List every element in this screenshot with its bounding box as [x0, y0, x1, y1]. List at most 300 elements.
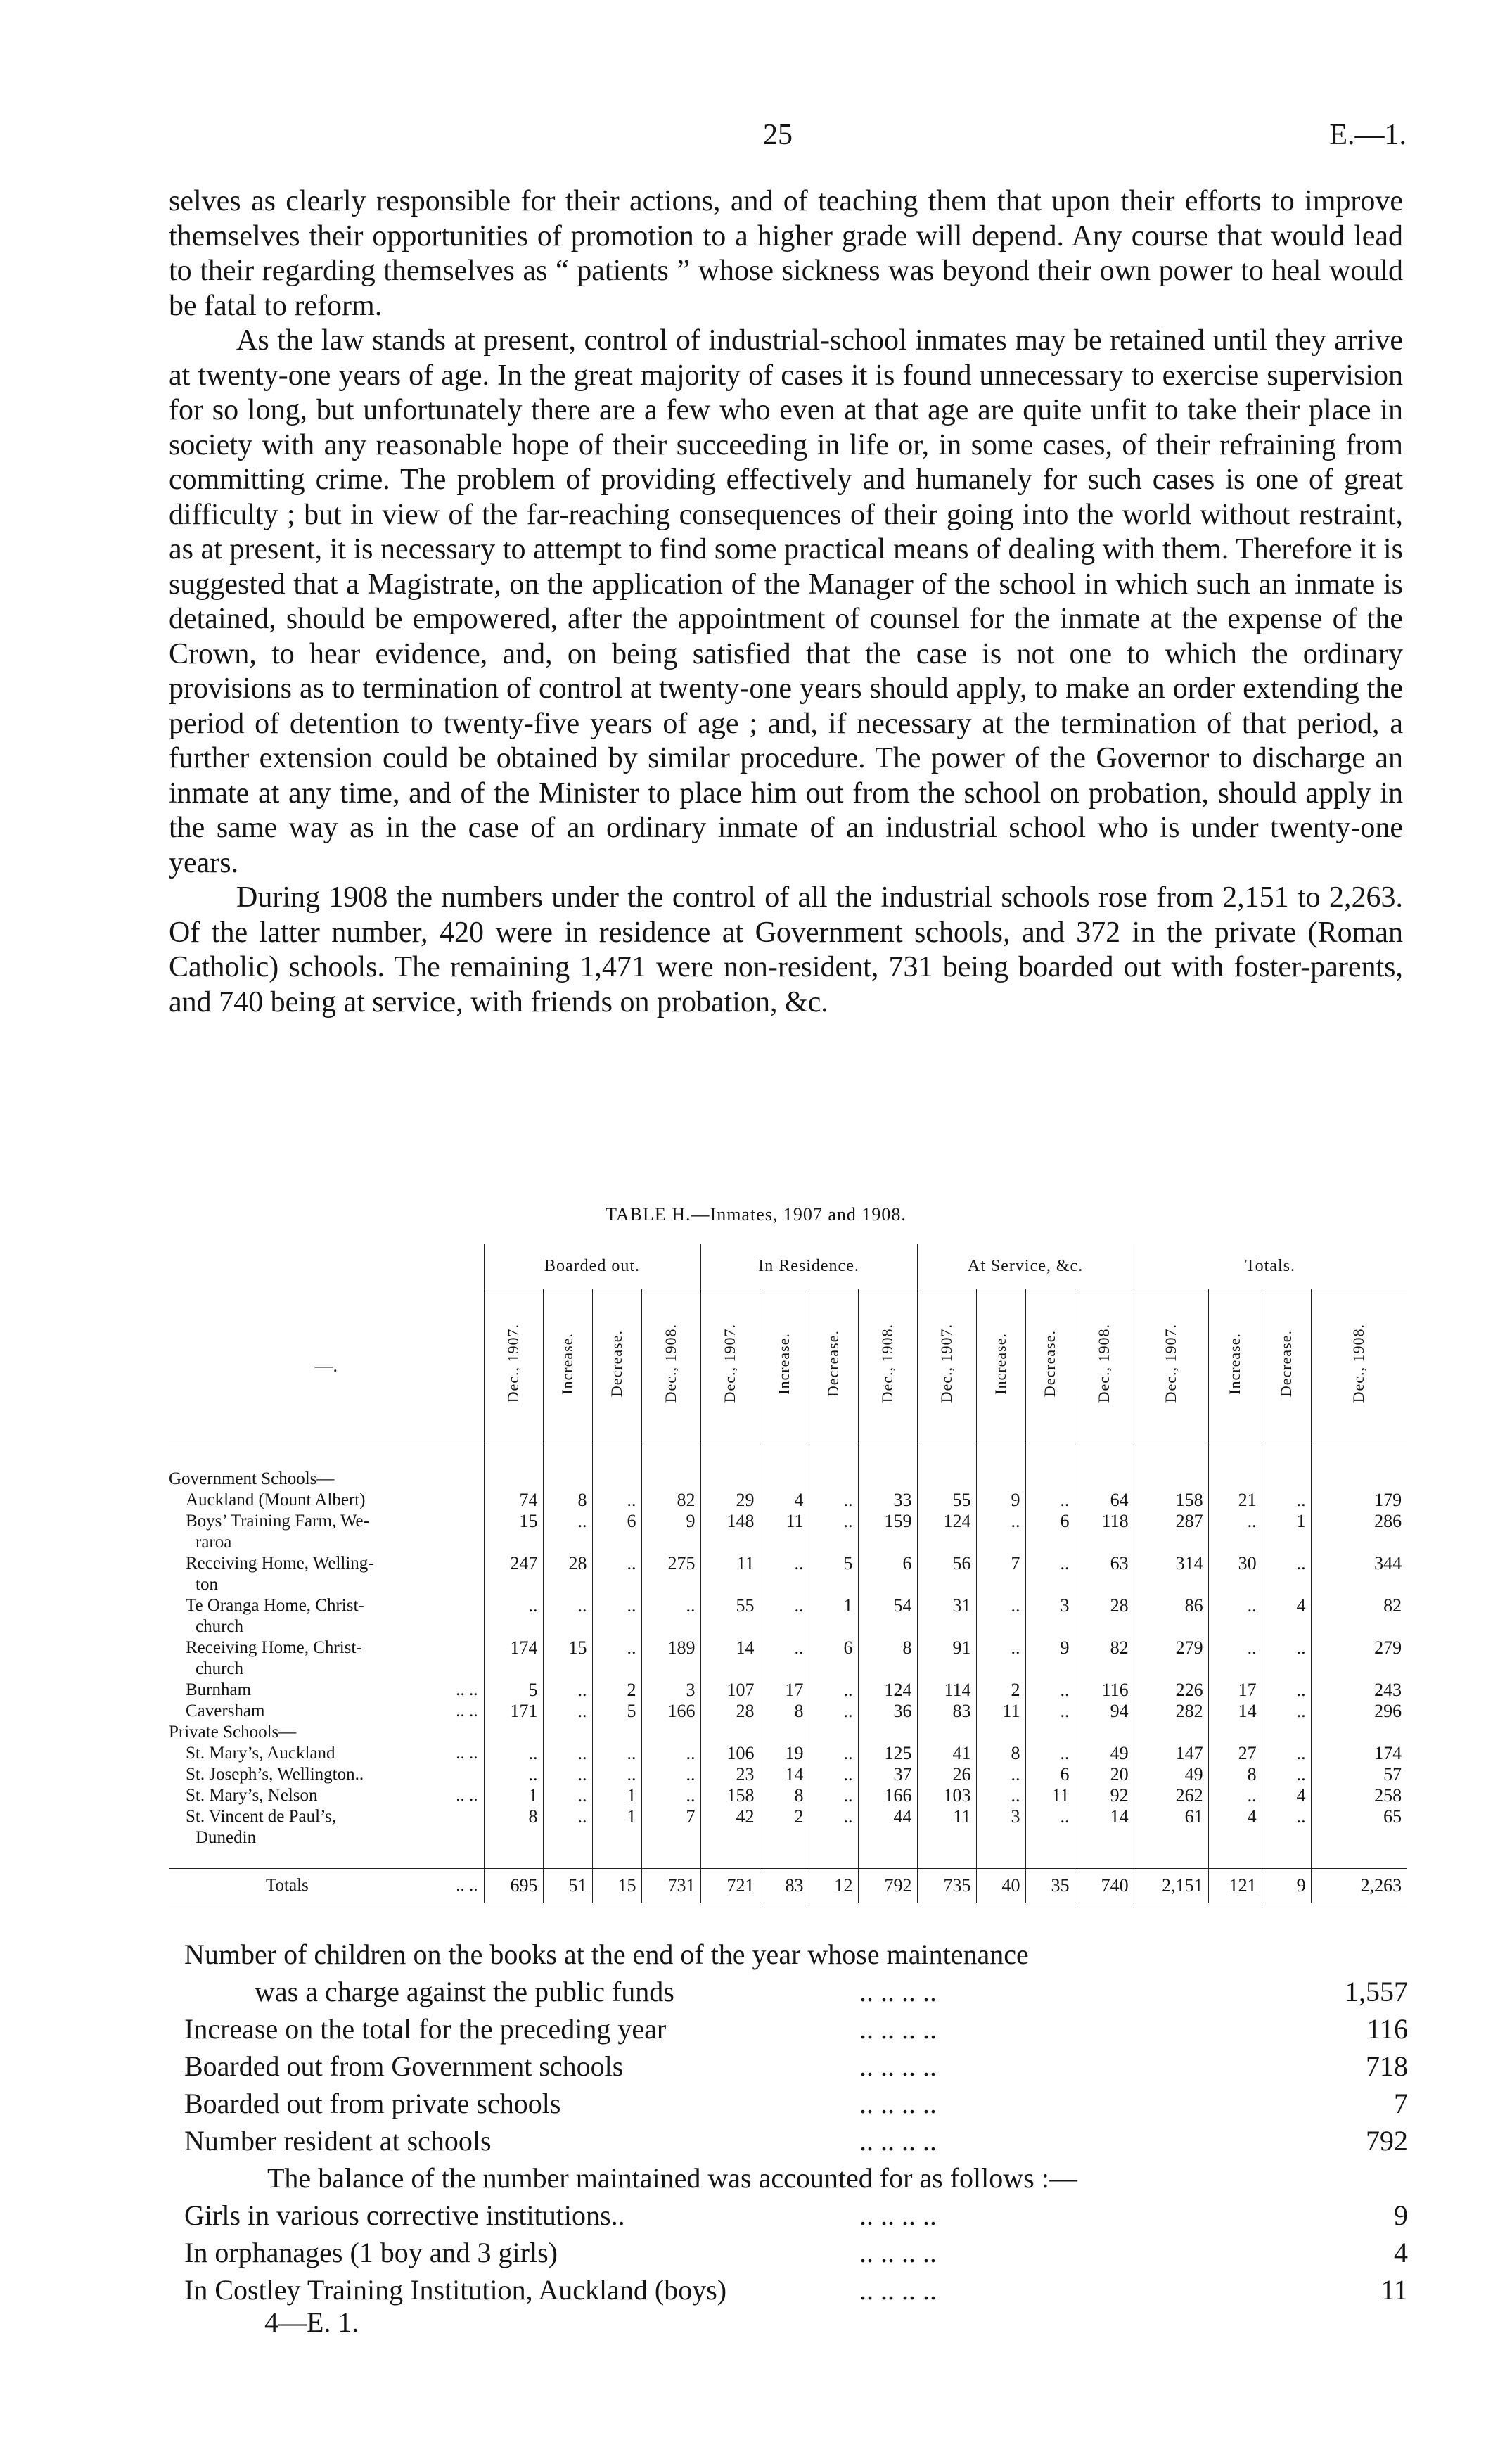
row-label-line: St. Mary’s, Nelson [186, 1786, 318, 1805]
summary-line [184, 2085, 1408, 2122]
table-cell: 158 [1134, 1490, 1208, 1511]
table-cell: 6 [1025, 1511, 1075, 1553]
empty-cell [543, 1722, 592, 1743]
table-cell: .. [543, 1785, 592, 1806]
leader-dots: .. .. .. .. [859, 2013, 937, 2045]
table-cell: .. [592, 1637, 641, 1680]
paragraph-continuation: selves as clearly responsible for their actions, and of teaching them that upon their efforts to improve themselves their opportunities of promotion to a higher grade will depend. Any course that would lead to their regarding themselves as “ patients ” whose sickness was beyond their own power to heal would be fatal to reform. [169, 185, 1403, 322]
section-private-label: Private Schools— [169, 1723, 297, 1742]
totals-cell: 83 [760, 1869, 809, 1903]
table-cell: 286 [1311, 1511, 1407, 1553]
table-cell: 166 [641, 1701, 700, 1722]
table-cell: 42 [700, 1806, 760, 1848]
table-cell: 49 [1134, 1764, 1208, 1785]
table-cell: 41 [917, 1743, 976, 1764]
leader-dots: .. .. .. .. [859, 2237, 937, 2268]
empty-cell [641, 1443, 700, 1469]
table-cell: .. [809, 1785, 858, 1806]
table-cell: .. [484, 1595, 543, 1637]
sub-header-totals-4 [1311, 1289, 1407, 1443]
table-cell: 20 [1075, 1764, 1134, 1785]
table-cell: .. [809, 1511, 858, 1553]
empty-cell [917, 1722, 976, 1743]
empty-cell [484, 1469, 543, 1490]
summary-list [184, 1936, 1408, 2308]
table-cell: 11 [917, 1806, 976, 1848]
summary-value: 9 [1394, 2199, 1408, 2231]
table-cell: .. [543, 1743, 592, 1764]
empty-cell [917, 1848, 976, 1869]
row-label [169, 1490, 484, 1511]
table-cell: 6 [592, 1511, 641, 1553]
table-cell: .. [976, 1511, 1025, 1553]
row-label [169, 1553, 484, 1595]
table-cell: 171 [484, 1701, 543, 1722]
table-cell: 3 [1025, 1595, 1075, 1637]
table-row [169, 1553, 1407, 1595]
summary-line [184, 2271, 1408, 2308]
summary-line [184, 1973, 1408, 2010]
table-row [169, 1637, 1407, 1680]
empty-cell [641, 1469, 700, 1490]
empty-cell [484, 1848, 543, 1869]
table-cell: .. [543, 1764, 592, 1785]
summary-line [184, 2234, 1408, 2271]
table-corner-label: —. [169, 1289, 484, 1443]
table-cell: 174 [484, 1637, 543, 1680]
sub-header-text: Increase. [775, 1332, 793, 1395]
page-header [0, 118, 1512, 160]
table-cell: 9 [1025, 1637, 1075, 1680]
totals-cell: 792 [858, 1869, 917, 1903]
table-cell: 125 [858, 1743, 917, 1764]
table-cell: .. [1262, 1701, 1311, 1722]
table-cell: 11 [700, 1553, 760, 1595]
table-cell: 147 [1134, 1743, 1208, 1764]
table-sub-header-row [169, 1289, 1407, 1443]
empty-cell [976, 1469, 1025, 1490]
table-row [169, 1701, 1407, 1722]
sub-header-residence-2 [760, 1289, 809, 1443]
empty-cell [1025, 1443, 1075, 1469]
sub-header-text: Dec., 1908. [1095, 1324, 1113, 1403]
table-cell: .. [641, 1764, 700, 1785]
table-row [169, 1785, 1407, 1806]
table-cell: 55 [700, 1595, 760, 1637]
table-cell: 279 [1134, 1637, 1208, 1680]
totals-label [169, 1869, 484, 1903]
sub-header-service-1 [917, 1289, 976, 1443]
row-label-line: Boys’ Training Farm, We- [186, 1512, 369, 1531]
group-totals: Totals. [1134, 1244, 1407, 1289]
table-cell: .. [641, 1595, 700, 1637]
table-cell: .. [1262, 1743, 1311, 1764]
table-cell: .. [592, 1553, 641, 1595]
table-cell: 8 [484, 1806, 543, 1848]
table-cell: 9 [641, 1511, 700, 1553]
empty-cell [1311, 1443, 1407, 1469]
table-cell: 106 [700, 1743, 760, 1764]
section-government [169, 1469, 1407, 1490]
summary-text: In orphanages (1 boy and 3 girls) [184, 2237, 558, 2268]
table-cell: 3 [976, 1806, 1025, 1848]
summary-line [184, 2048, 1408, 2085]
table-cell: 5 [809, 1553, 858, 1595]
totals-cell: 121 [1208, 1869, 1262, 1903]
table-cell: 82 [1075, 1637, 1134, 1680]
summary-text: Girls in various corrective institutions.. [184, 2199, 625, 2231]
group-at-service: At Service, &c. [917, 1244, 1134, 1289]
empty-cell [641, 1722, 700, 1743]
table-cell: .. [809, 1806, 858, 1848]
table-row [169, 1806, 1407, 1848]
table-cell: .. [809, 1490, 858, 1511]
table-row [169, 1511, 1407, 1553]
leader-dots: .. .. .. .. [859, 2088, 937, 2119]
table-cell: 74 [484, 1490, 543, 1511]
leader-dots: .. .. .. .. [859, 2050, 937, 2082]
table-cell: 8 [976, 1743, 1025, 1764]
table-cell: .. [1208, 1511, 1262, 1553]
table-cell: 287 [1134, 1511, 1208, 1553]
empty-cell [1311, 1469, 1407, 1490]
table-cell: .. [976, 1785, 1025, 1806]
empty-cell [700, 1443, 760, 1469]
empty-cell [592, 1443, 641, 1469]
table-cell: 82 [641, 1490, 700, 1511]
summary-text: Number resident at schools [184, 2125, 492, 2157]
row-label [169, 1806, 484, 1848]
sub-header-boarded-1 [484, 1289, 543, 1443]
table-cell: 8 [760, 1701, 809, 1722]
sub-header-service-4 [1075, 1289, 1134, 1443]
table-row [169, 1490, 1407, 1511]
row-label-line: church [196, 1659, 244, 1678]
empty-cell [543, 1443, 592, 1469]
inmates-table [169, 1244, 1407, 1903]
sub-header-text: Dec., 1907. [937, 1324, 956, 1403]
table-cell: .. [543, 1701, 592, 1722]
table-cell: 56 [917, 1553, 976, 1595]
leader-dots: .. .. [456, 1786, 478, 1805]
table-cell: 1 [809, 1595, 858, 1637]
table-group-header-row [169, 1244, 1407, 1289]
row-label [169, 1637, 484, 1680]
table-cell: 166 [858, 1785, 917, 1806]
table-cell: .. [592, 1490, 641, 1511]
paragraph-numbers: During 1908 the numbers under the control of all the industrial schools rose from 2,151 to 2,263. Of the latter number, 420 were in residence at Government schools, and 372 in the private (Roman Catholic) schools. The remaining 1,471 were non-resident, 731 being boarded out with foster-parents, and 740 being at service, with friends on probation, &c. [169, 881, 1403, 1018]
table-cell: .. [543, 1806, 592, 1848]
row-label [169, 1511, 484, 1553]
row-label [169, 1764, 484, 1785]
table-cell: 1 [484, 1785, 543, 1806]
table-cell: 275 [641, 1553, 700, 1595]
table-cell: .. [1208, 1595, 1262, 1637]
sub-header-service-3 [1025, 1289, 1075, 1443]
table-cell: 15 [543, 1637, 592, 1680]
summary-text: Number of children on the books at the end of the year whose maintenance [184, 1939, 1029, 1970]
table-cell: .. [1025, 1553, 1075, 1595]
table-cell: .. [1025, 1680, 1075, 1701]
table-cell: 5 [484, 1680, 543, 1701]
table-totals-row [169, 1869, 1407, 1903]
empty-cell [1075, 1722, 1134, 1743]
table-cell: .. [1025, 1490, 1075, 1511]
empty-cell [760, 1469, 809, 1490]
sub-header-totals-1 [1134, 1289, 1208, 1443]
empty-cell [976, 1443, 1025, 1469]
empty-cell [592, 1722, 641, 1743]
empty-cell [1262, 1848, 1311, 1869]
empty-cell [858, 1848, 917, 1869]
table-cell: 226 [1134, 1680, 1208, 1701]
table-cell: 49 [1075, 1743, 1134, 1764]
table-cell: 14 [700, 1637, 760, 1680]
empty-cell [1208, 1722, 1262, 1743]
empty-cell [809, 1443, 858, 1469]
empty-cell [1134, 1848, 1208, 1869]
table-cell: 11 [1025, 1785, 1075, 1806]
table-cell: .. [1262, 1490, 1311, 1511]
table-cell: .. [1025, 1806, 1075, 1848]
row-label-line: St. Vincent de Paul’s, [186, 1807, 337, 1826]
table-cell: 7 [641, 1806, 700, 1848]
totals-cell: 9 [1262, 1869, 1311, 1903]
table-cell: 8 [543, 1490, 592, 1511]
table-cell: .. [1025, 1743, 1075, 1764]
spacer-label [169, 1848, 484, 1869]
empty-cell [809, 1469, 858, 1490]
summary-line [184, 2159, 1408, 2197]
table-cell: 4 [1262, 1785, 1311, 1806]
table-cell: 28 [700, 1701, 760, 1722]
table-cell: 29 [700, 1490, 760, 1511]
sub-header-text: Dec., 1907. [1162, 1324, 1180, 1403]
table-cell: 31 [917, 1595, 976, 1637]
sub-header-text: Dec., 1908. [662, 1324, 680, 1403]
row-label-line: Auckland (Mount Albert) [186, 1490, 366, 1509]
summary-value: 4 [1394, 2237, 1408, 2268]
table-cell: 4 [1208, 1806, 1262, 1848]
table-cell: 262 [1134, 1785, 1208, 1806]
table-cell: .. [1208, 1785, 1262, 1806]
empty-cell [543, 1848, 592, 1869]
table-cell: .. [1262, 1764, 1311, 1785]
table-cell: 279 [1311, 1637, 1407, 1680]
table-cell: 64 [1075, 1490, 1134, 1511]
empty-cell [1208, 1848, 1262, 1869]
empty-cell [1311, 1722, 1407, 1743]
table-cell: 247 [484, 1553, 543, 1595]
empty-cell [700, 1469, 760, 1490]
sub-header-text: Decrease. [824, 1329, 843, 1398]
table-cell: 189 [641, 1637, 700, 1680]
table-cell: 14 [1075, 1806, 1134, 1848]
summary-value: 116 [1366, 2013, 1408, 2045]
table-cell: 55 [917, 1490, 976, 1511]
table-cell: 14 [760, 1764, 809, 1785]
totals-cell: 51 [543, 1869, 592, 1903]
table-spacer-end [169, 1848, 1407, 1869]
table-cell: 83 [917, 1701, 976, 1722]
table-cell: 243 [1311, 1680, 1407, 1701]
leader-dots: .. .. .. .. [859, 2125, 937, 2157]
table-cell: 27 [1208, 1743, 1262, 1764]
table-cell: 258 [1311, 1785, 1407, 1806]
empty-cell [1075, 1443, 1134, 1469]
section-government-label: Government Schools— [169, 1469, 335, 1488]
section-private [169, 1722, 1407, 1743]
empty-cell [917, 1443, 976, 1469]
summary-value: 1,557 [1345, 1976, 1408, 2007]
empty-cell [858, 1443, 917, 1469]
row-label-line: Te Oranga Home, Christ- [186, 1596, 364, 1615]
totals-cell: 2,263 [1311, 1869, 1407, 1903]
table-cell: 8 [858, 1637, 917, 1680]
inmates-table-wrap [169, 1244, 1407, 1903]
totals-cell: 740 [1075, 1869, 1134, 1903]
table-cell: 54 [858, 1595, 917, 1637]
empty-cell [1025, 1469, 1075, 1490]
table-cell: 282 [1134, 1701, 1208, 1722]
body-text [169, 184, 1403, 1020]
group-boarded-out: Boarded out. [484, 1244, 700, 1289]
table-cell: 1 [1262, 1511, 1311, 1553]
table-cell: .. [543, 1511, 592, 1553]
sub-header-text: Decrease. [1041, 1329, 1059, 1398]
empty-cell [809, 1848, 858, 1869]
sub-header-text: Increase. [558, 1332, 576, 1395]
spacer-label [169, 1443, 484, 1469]
sub-header-text: Dec., 1908. [878, 1324, 897, 1403]
table-cell: .. [641, 1785, 700, 1806]
row-label-line: ton [196, 1575, 218, 1594]
sub-header-text: Dec., 1907. [721, 1324, 739, 1403]
table-cell: 61 [1134, 1806, 1208, 1848]
table-cell: .. [809, 1701, 858, 1722]
table-cell: .. [1262, 1680, 1311, 1701]
sub-header-residence-1 [700, 1289, 760, 1443]
empty-cell [1025, 1848, 1075, 1869]
empty-cell [1311, 1848, 1407, 1869]
empty-cell [917, 1469, 976, 1490]
sub-header-service-2 [976, 1289, 1025, 1443]
row-label [169, 1701, 484, 1722]
table-cell: 314 [1134, 1553, 1208, 1595]
table-cell: 3 [641, 1680, 700, 1701]
table-cell: 9 [976, 1490, 1025, 1511]
group-in-residence: In Residence. [700, 1244, 917, 1289]
table-cell: 4 [1262, 1595, 1311, 1637]
table-cell: .. [592, 1764, 641, 1785]
table-cell: 2 [592, 1680, 641, 1701]
empty-cell [1025, 1722, 1075, 1743]
table-cell: 28 [1075, 1595, 1134, 1637]
empty-cell [1262, 1722, 1311, 1743]
table-cell: 30 [1208, 1553, 1262, 1595]
totals-cell: 12 [809, 1869, 858, 1903]
empty-cell [484, 1722, 543, 1743]
sub-header-text: Dec., 1907. [504, 1324, 522, 1403]
sub-header-residence-3 [809, 1289, 858, 1443]
leader-dots: .. .. [456, 1701, 478, 1720]
summary-text: Increase on the total for the preceding year [184, 2013, 667, 2045]
empty-cell [976, 1848, 1025, 1869]
table-cell: 57 [1311, 1764, 1407, 1785]
table-cell: 11 [760, 1511, 809, 1553]
empty-cell [484, 1443, 543, 1469]
sub-header-text: Decrease. [1277, 1329, 1295, 1398]
totals-cell: 721 [700, 1869, 760, 1903]
leader-dots: .. .. .. .. [859, 2274, 937, 2306]
table-row [169, 1743, 1407, 1764]
table-cell: .. [484, 1764, 543, 1785]
totals-cell: 695 [484, 1869, 543, 1903]
table-row [169, 1764, 1407, 1785]
leader-dots: .. .. [456, 1680, 478, 1699]
table-cell: 344 [1311, 1553, 1407, 1595]
empty-cell [592, 1469, 641, 1490]
leader-dots: .. .. .. .. [859, 1976, 937, 2007]
leader-dots: .. .. .. .. [859, 2199, 937, 2231]
sub-header-residence-4 [858, 1289, 917, 1443]
empty-cell [592, 1848, 641, 1869]
table-cell: .. [1262, 1637, 1311, 1680]
empty-cell [976, 1722, 1025, 1743]
row-label-line: Receiving Home, Christ- [186, 1638, 362, 1657]
table-cell: 6 [809, 1637, 858, 1680]
table-cell: 23 [700, 1764, 760, 1785]
totals-cell: 35 [1025, 1869, 1075, 1903]
table-cell: 36 [858, 1701, 917, 1722]
table-cell: 94 [1075, 1701, 1134, 1722]
table-title: TABLE H.—Inmates, 1907 and 1908. [606, 1204, 906, 1225]
empty-cell [858, 1469, 917, 1490]
table-row [169, 1595, 1407, 1637]
table-cell: 44 [858, 1806, 917, 1848]
sub-header-text: Increase. [1226, 1332, 1244, 1395]
summary-line [184, 2122, 1408, 2159]
sub-header-text: Dec., 1908. [1350, 1324, 1368, 1403]
sub-header-text: Increase. [992, 1332, 1010, 1395]
table-body [169, 1443, 1407, 1903]
summary-line [184, 2197, 1408, 2234]
row-label-line: Receiving Home, Welling- [186, 1554, 374, 1573]
table-cell: 91 [917, 1637, 976, 1680]
empty-cell [1134, 1469, 1208, 1490]
summary-text: In Costley Training Institution, Auckland (boys) [184, 2274, 727, 2306]
leader-dots: .. .. [456, 1744, 478, 1763]
empty-cell [543, 1469, 592, 1490]
empty-cell [809, 1722, 858, 1743]
table-cell: 159 [858, 1511, 917, 1553]
table-cell: 5 [592, 1701, 641, 1722]
table-cell: .. [976, 1764, 1025, 1785]
table-cell: .. [543, 1680, 592, 1701]
table-cell: 103 [917, 1785, 976, 1806]
table-cell: 33 [858, 1490, 917, 1511]
table-cell: 1 [592, 1785, 641, 1806]
sub-header-boarded-3 [592, 1289, 641, 1443]
table-cell: .. [976, 1595, 1025, 1637]
table-cell: 296 [1311, 1701, 1407, 1722]
table-cell: 11 [976, 1701, 1025, 1722]
row-label-line: Burnham [186, 1680, 252, 1699]
table-cell: 65 [1311, 1806, 1407, 1848]
table-cell: 15 [484, 1511, 543, 1553]
table-cell: 124 [858, 1680, 917, 1701]
summary-text: The balance of the number maintained was accounted for as follows :— [267, 2162, 1077, 2194]
